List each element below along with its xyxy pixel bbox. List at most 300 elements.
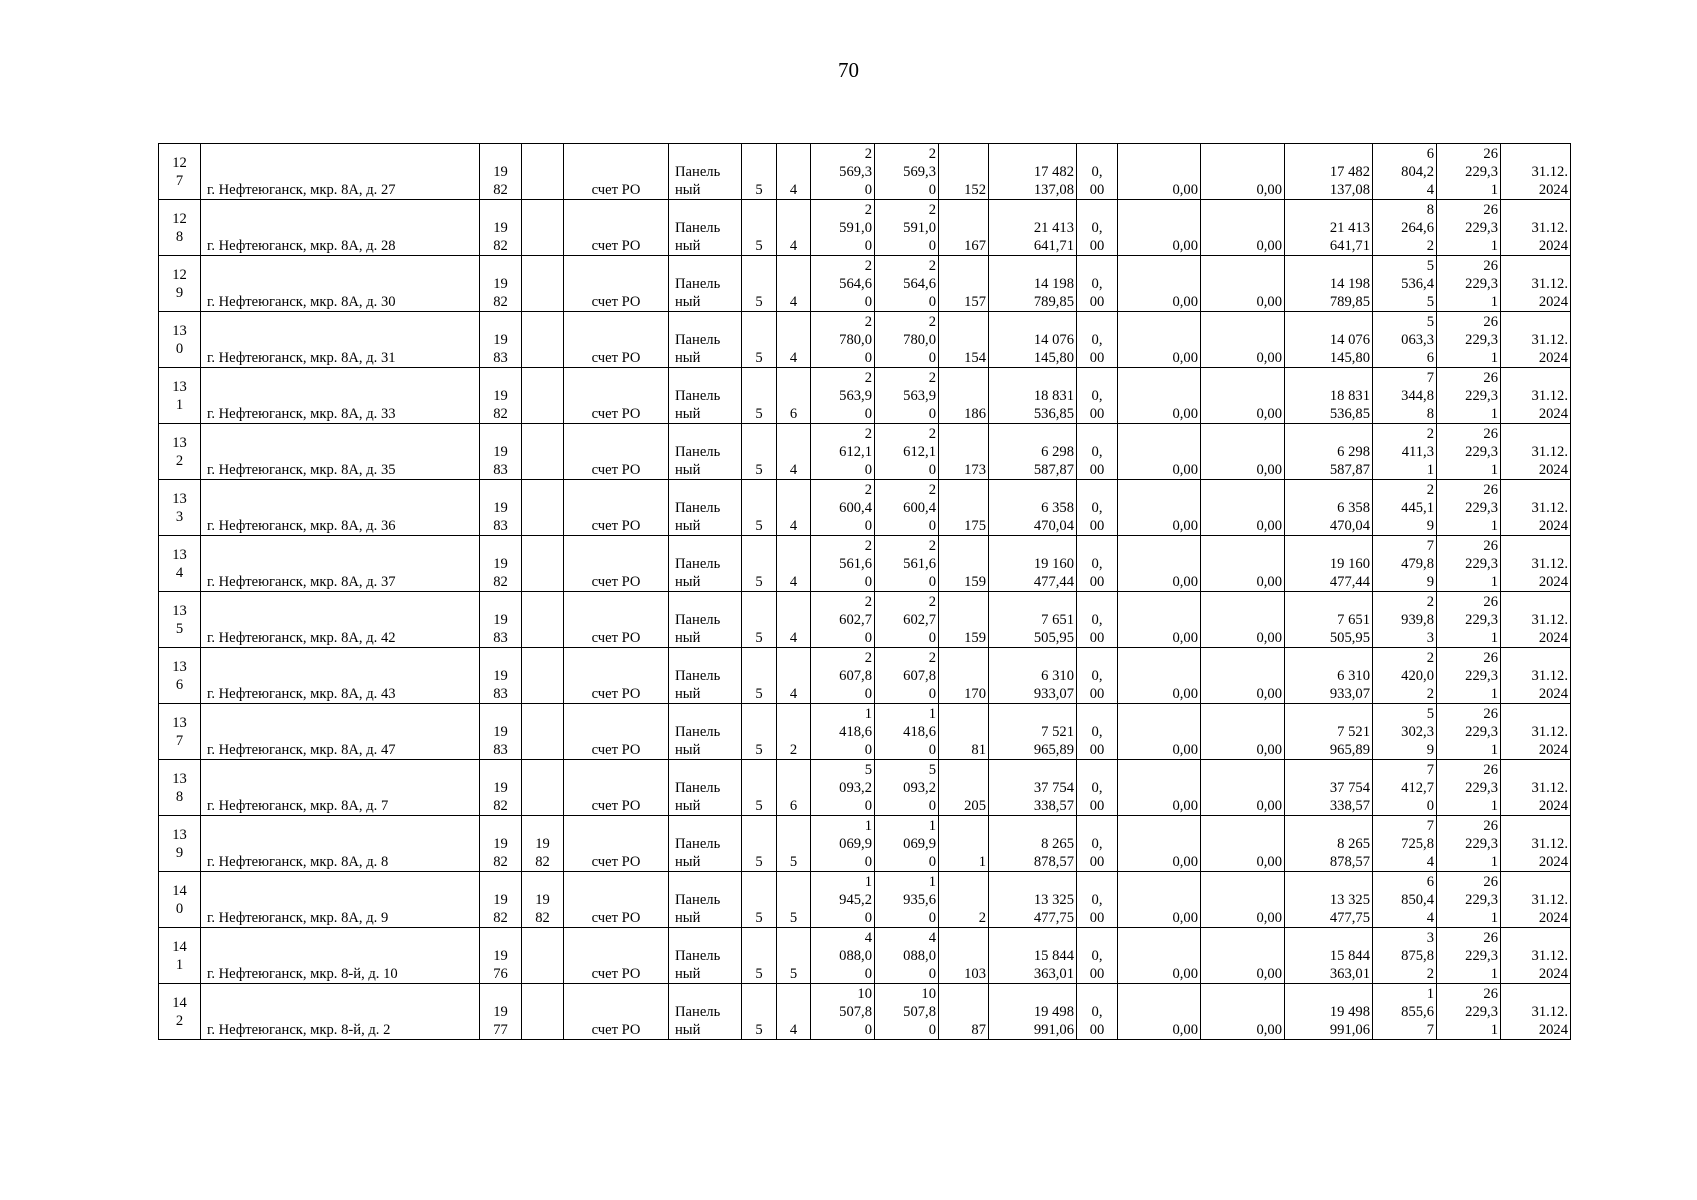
cost-total-cell-line: 6 358 bbox=[1041, 500, 1074, 516]
fund-federal-cell-line: 00 bbox=[1089, 294, 1105, 310]
cost-per-sqm-cell-line: 875,8 bbox=[1401, 948, 1434, 964]
row-number bbox=[159, 648, 201, 704]
deadline-cell-line: 2024 bbox=[1538, 518, 1568, 534]
cost-total-cell bbox=[989, 984, 1077, 1040]
floors-cell-text: 5 bbox=[755, 742, 763, 758]
area-living-cell-line: 0 bbox=[928, 630, 936, 646]
row-number bbox=[159, 592, 201, 648]
cost-per-sqm-cell-line: 2 bbox=[1426, 686, 1434, 702]
fund-owners-cell-line: 789,85 bbox=[1329, 294, 1370, 310]
floors-cell bbox=[742, 144, 777, 200]
account-cell bbox=[564, 760, 669, 816]
cost-per-sqm-cell-line: 855,6 bbox=[1401, 1004, 1434, 1020]
area-living-cell bbox=[875, 200, 939, 256]
fund-federal-cell-line: 00 bbox=[1089, 630, 1105, 646]
fund-owners-cell-line: 505,95 bbox=[1329, 630, 1370, 646]
area-living-cell-line: 0 bbox=[928, 854, 936, 870]
deadline-cell-line: 2024 bbox=[1538, 350, 1568, 366]
fund-regional-cell bbox=[1118, 480, 1201, 536]
deadline-cell-line: 2024 bbox=[1538, 966, 1568, 982]
row-number-line: 0 bbox=[175, 340, 184, 357]
area-total-cell-line: 0 bbox=[864, 238, 872, 254]
cost-total-cell bbox=[989, 872, 1077, 928]
entrances-cell-text: 4 bbox=[789, 238, 798, 254]
area-living-cell bbox=[875, 648, 939, 704]
limit-per-sqm-cell-line: 26 bbox=[1483, 146, 1498, 162]
area-total-cell bbox=[811, 648, 875, 704]
wall-material-cell bbox=[669, 928, 742, 984]
fund-owners-cell bbox=[1285, 928, 1373, 984]
cost-total-cell-line: 6 298 bbox=[1041, 444, 1074, 460]
fund-federal-cell bbox=[1077, 480, 1118, 536]
area-living-cell bbox=[875, 928, 939, 984]
cost-per-sqm-cell-line: 4 bbox=[1426, 910, 1434, 926]
fund-local-cell bbox=[1201, 312, 1285, 368]
fund-federal-cell-line: 0, bbox=[1091, 724, 1103, 740]
row-number bbox=[159, 256, 201, 312]
limit-per-sqm-cell-line: 26 bbox=[1483, 482, 1498, 498]
deadline-cell-line: 2024 bbox=[1538, 798, 1568, 814]
cost-per-sqm-cell-line: 344,8 bbox=[1401, 388, 1434, 404]
address-cell-text: г. Нефтеюганск, мкр. 8А, д. 33 bbox=[207, 406, 396, 422]
fund-local-cell bbox=[1201, 200, 1285, 256]
limit-per-sqm-cell-line: 229,3 bbox=[1465, 500, 1498, 516]
floors-cell-text: 5 bbox=[755, 798, 763, 814]
area-total-cell-line: 602,7 bbox=[839, 612, 872, 628]
fund-federal-cell-line: 0, bbox=[1091, 1004, 1103, 1020]
address-cell-text: г. Нефтеюганск, мкр. 8А, д. 37 bbox=[207, 574, 396, 590]
area-living-cell bbox=[875, 592, 939, 648]
year-built-cell-line: 19 bbox=[493, 780, 508, 796]
year-built-cell-line: 82 bbox=[493, 406, 508, 422]
row-number bbox=[159, 984, 201, 1040]
area-living-cell-line: 602,7 bbox=[903, 612, 936, 628]
residents-cell bbox=[939, 928, 989, 984]
fund-local-cell bbox=[1201, 480, 1285, 536]
account-cell bbox=[564, 536, 669, 592]
area-living-cell bbox=[875, 760, 939, 816]
wall-material-cell-line: Панель bbox=[675, 444, 721, 460]
fund-federal-cell bbox=[1077, 368, 1118, 424]
area-total-cell bbox=[811, 984, 875, 1040]
limit-per-sqm-cell bbox=[1437, 984, 1501, 1040]
limit-per-sqm-cell-line: 26 bbox=[1483, 986, 1498, 1002]
area-total-cell-line: 600,4 bbox=[839, 500, 872, 516]
fund-owners-cell-line: 7 651 bbox=[1337, 612, 1370, 628]
year-reconstruction-cell bbox=[522, 648, 564, 704]
fund-federal-cell bbox=[1077, 256, 1118, 312]
table-row bbox=[159, 592, 1571, 648]
address-cell-text: г. Нефтеюганск, мкр. 8А, д. 36 bbox=[207, 518, 396, 534]
area-total-cell-line: 2 bbox=[864, 258, 872, 274]
fund-federal-cell-line: 00 bbox=[1089, 742, 1105, 758]
area-total-cell bbox=[811, 144, 875, 200]
fund-local-cell-text: 0,00 bbox=[1256, 966, 1282, 982]
address-cell bbox=[201, 592, 480, 648]
entrances-cell bbox=[777, 984, 811, 1040]
area-total-cell-line: 0 bbox=[864, 966, 872, 982]
year-built-cell-line: 19 bbox=[493, 276, 508, 292]
deadline-cell-line: 2024 bbox=[1538, 462, 1568, 478]
entrances-cell-text: 6 bbox=[789, 406, 798, 422]
row-number-line: 13 bbox=[172, 490, 187, 507]
address-cell bbox=[201, 312, 480, 368]
area-living-cell-line: 0 bbox=[928, 966, 936, 982]
deadline-cell bbox=[1501, 424, 1571, 480]
wall-material-cell-line: ный bbox=[675, 966, 701, 982]
deadline-cell-line: 31.12. bbox=[1531, 724, 1568, 740]
area-living-cell-line: 0 bbox=[928, 686, 936, 702]
deadline-cell-line: 31.12. bbox=[1531, 836, 1568, 852]
area-total-cell-line: 0 bbox=[864, 574, 872, 590]
residents-cell-text: 152 bbox=[964, 182, 986, 198]
area-living-cell-line: 0 bbox=[928, 742, 936, 758]
year-reconstruction-cell bbox=[522, 704, 564, 760]
wall-material-cell bbox=[669, 816, 742, 872]
area-total-cell bbox=[811, 312, 875, 368]
deadline-cell-line: 2024 bbox=[1538, 238, 1568, 254]
limit-per-sqm-cell-line: 229,3 bbox=[1465, 164, 1498, 180]
limit-per-sqm-cell-line: 1 bbox=[1490, 686, 1498, 702]
cost-total-cell-line: 14 198 bbox=[1033, 276, 1074, 292]
deadline-cell bbox=[1501, 816, 1571, 872]
year-built-cell bbox=[480, 200, 522, 256]
cost-total-cell-line: 7 651 bbox=[1041, 612, 1074, 628]
fund-owners-cell bbox=[1285, 592, 1373, 648]
entrances-cell bbox=[777, 928, 811, 984]
area-living-cell bbox=[875, 536, 939, 592]
cost-per-sqm-cell bbox=[1373, 480, 1437, 536]
area-total-cell bbox=[811, 592, 875, 648]
account-cell-text: счет РО bbox=[591, 966, 641, 982]
year-built-cell bbox=[480, 144, 522, 200]
page-number: 70 bbox=[838, 58, 859, 82]
cost-total-cell-line: 536,85 bbox=[1033, 406, 1074, 422]
fund-owners-cell-line: 145,80 bbox=[1329, 350, 1370, 366]
limit-per-sqm-cell bbox=[1437, 592, 1501, 648]
cost-per-sqm-cell-line: 804,2 bbox=[1401, 164, 1434, 180]
fund-owners-cell-line: 19 160 bbox=[1329, 556, 1370, 572]
fund-owners-cell bbox=[1285, 984, 1373, 1040]
fund-local-cell bbox=[1201, 424, 1285, 480]
area-total-cell-line: 507,8 bbox=[839, 1004, 872, 1020]
entrances-cell-text: 5 bbox=[789, 854, 798, 870]
fund-owners-cell bbox=[1285, 536, 1373, 592]
area-living-cell-line: 780,0 bbox=[903, 332, 936, 348]
area-living-cell-line: 569,3 bbox=[903, 164, 936, 180]
floors-cell bbox=[742, 704, 777, 760]
row-number-line: 7 bbox=[175, 732, 184, 749]
year-built-cell bbox=[480, 256, 522, 312]
row-number bbox=[159, 312, 201, 368]
area-living-cell-line: 0 bbox=[928, 294, 936, 310]
area-total-cell bbox=[811, 200, 875, 256]
cost-per-sqm-cell bbox=[1373, 592, 1437, 648]
fund-regional-cell-text: 0,00 bbox=[1172, 686, 1198, 702]
area-total-cell bbox=[811, 928, 875, 984]
fund-federal-cell-line: 00 bbox=[1089, 910, 1105, 926]
year-built-cell-line: 19 bbox=[493, 1004, 508, 1020]
table-row bbox=[159, 144, 1571, 200]
year-built-cell bbox=[480, 480, 522, 536]
fund-owners-cell bbox=[1285, 872, 1373, 928]
fund-federal-cell-line: 0, bbox=[1091, 220, 1103, 236]
area-living-cell-line: 2 bbox=[928, 594, 936, 610]
wall-material-cell-line: Панель bbox=[675, 500, 721, 516]
account-cell-text: счет РО bbox=[591, 518, 641, 534]
cost-total-cell bbox=[989, 648, 1077, 704]
fund-local-cell bbox=[1201, 928, 1285, 984]
floors-cell bbox=[742, 368, 777, 424]
floors-cell-text: 5 bbox=[755, 854, 763, 870]
fund-federal-cell-line: 00 bbox=[1089, 1022, 1105, 1038]
area-living-cell-line: 935,6 bbox=[903, 892, 936, 908]
fund-regional-cell-text: 0,00 bbox=[1172, 518, 1198, 534]
area-living-cell bbox=[875, 816, 939, 872]
residents-cell bbox=[939, 760, 989, 816]
area-total-cell-line: 0 bbox=[864, 182, 872, 198]
deadline-cell-line: 2024 bbox=[1538, 1022, 1568, 1038]
wall-material-cell-line: Панель bbox=[675, 892, 721, 908]
limit-per-sqm-cell bbox=[1437, 256, 1501, 312]
year-built-cell bbox=[480, 760, 522, 816]
deadline-cell-line: 31.12. bbox=[1531, 612, 1568, 628]
limit-per-sqm-cell-line: 1 bbox=[1490, 182, 1498, 198]
floors-cell bbox=[742, 312, 777, 368]
address-cell-text: г. Нефтеюганск, мкр. 8-й, д. 10 bbox=[207, 966, 398, 982]
year-reconstruction-cell-line: 19 bbox=[535, 892, 550, 908]
limit-per-sqm-cell-line: 229,3 bbox=[1465, 556, 1498, 572]
fund-local-cell bbox=[1201, 704, 1285, 760]
row-number-line: 1 bbox=[175, 396, 184, 413]
wall-material-cell-line: ный bbox=[675, 1022, 701, 1038]
cost-per-sqm-cell-line: 0 bbox=[1426, 798, 1434, 814]
table-row bbox=[159, 368, 1571, 424]
limit-per-sqm-cell bbox=[1437, 312, 1501, 368]
fund-owners-cell bbox=[1285, 256, 1373, 312]
fund-local-cell bbox=[1201, 368, 1285, 424]
area-total-cell-line: 0 bbox=[864, 406, 872, 422]
fund-local-cell bbox=[1201, 536, 1285, 592]
fund-owners-cell-line: 6 310 bbox=[1337, 668, 1370, 684]
wall-material-cell-line: ный bbox=[675, 910, 701, 926]
limit-per-sqm-cell bbox=[1437, 480, 1501, 536]
fund-federal-cell bbox=[1077, 872, 1118, 928]
cost-total-cell-line: 19 498 bbox=[1033, 1004, 1074, 1020]
wall-material-cell-line: ный bbox=[675, 238, 701, 254]
row-number-line: 14 bbox=[172, 938, 187, 955]
floors-cell bbox=[742, 984, 777, 1040]
year-built-cell-line: 19 bbox=[493, 892, 508, 908]
fund-regional-cell-text: 0,00 bbox=[1172, 854, 1198, 870]
account-cell-text: счет РО bbox=[591, 1022, 641, 1038]
area-total-cell-line: 2 bbox=[864, 594, 872, 610]
area-living-cell bbox=[875, 704, 939, 760]
cost-total-cell bbox=[989, 312, 1077, 368]
wall-material-cell bbox=[669, 312, 742, 368]
area-total-cell-line: 0 bbox=[864, 294, 872, 310]
fund-owners-cell-line: 933,07 bbox=[1329, 686, 1370, 702]
area-total-cell-line: 0 bbox=[864, 462, 872, 478]
row-number-line: 12 bbox=[172, 266, 187, 283]
entrances-cell bbox=[777, 368, 811, 424]
area-total-cell-line: 1 bbox=[864, 874, 872, 890]
fund-local-cell bbox=[1201, 648, 1285, 704]
residents-cell-text: 175 bbox=[964, 518, 986, 534]
account-cell-text: счет РО bbox=[591, 910, 641, 926]
area-total-cell-line: 612,1 bbox=[839, 444, 872, 460]
cost-per-sqm-cell-line: 4 bbox=[1426, 854, 1434, 870]
area-living-cell bbox=[875, 480, 939, 536]
area-living-cell-line: 1 bbox=[928, 874, 936, 890]
cost-per-sqm-cell-line: 6 bbox=[1426, 874, 1434, 890]
area-total-cell-line: 093,2 bbox=[839, 780, 872, 796]
cost-total-cell-line: 137,08 bbox=[1033, 182, 1074, 198]
area-living-cell-line: 069,9 bbox=[903, 836, 936, 852]
area-living-cell bbox=[875, 368, 939, 424]
cost-per-sqm-cell-line: 2 bbox=[1426, 650, 1434, 666]
deadline-cell-line: 2024 bbox=[1538, 910, 1568, 926]
wall-material-cell-line: ный bbox=[675, 742, 701, 758]
area-total-cell-line: 0 bbox=[864, 518, 872, 534]
year-reconstruction-cell bbox=[522, 368, 564, 424]
floors-cell-text: 5 bbox=[755, 630, 763, 646]
year-built-cell bbox=[480, 872, 522, 928]
limit-per-sqm-cell bbox=[1437, 704, 1501, 760]
area-living-cell bbox=[875, 312, 939, 368]
limit-per-sqm-cell-line: 1 bbox=[1490, 518, 1498, 534]
cost-per-sqm-cell bbox=[1373, 984, 1437, 1040]
row-number bbox=[159, 480, 201, 536]
fund-local-cell bbox=[1201, 760, 1285, 816]
fund-owners-cell-line: 363,01 bbox=[1329, 966, 1370, 982]
area-total-cell-line: 069,9 bbox=[839, 836, 872, 852]
address-cell-text: г. Нефтеюганск, мкр. 8А, д. 9 bbox=[207, 910, 389, 926]
deadline-cell-line: 2024 bbox=[1538, 574, 1568, 590]
limit-per-sqm-cell-line: 26 bbox=[1483, 818, 1498, 834]
cost-total-cell-line: 878,57 bbox=[1033, 854, 1074, 870]
address-cell bbox=[201, 480, 480, 536]
residents-cell bbox=[939, 144, 989, 200]
area-living-cell-line: 2 bbox=[928, 426, 936, 442]
area-total-cell-line: 561,6 bbox=[839, 556, 872, 572]
area-living-cell bbox=[875, 872, 939, 928]
cost-per-sqm-cell-line: 7 bbox=[1426, 538, 1434, 554]
residents-cell bbox=[939, 424, 989, 480]
cost-per-sqm-cell bbox=[1373, 872, 1437, 928]
year-reconstruction-cell bbox=[522, 928, 564, 984]
limit-per-sqm-cell-line: 26 bbox=[1483, 930, 1498, 946]
entrances-cell bbox=[777, 872, 811, 928]
row-number-line: 9 bbox=[175, 284, 184, 301]
limit-per-sqm-cell-line: 26 bbox=[1483, 370, 1498, 386]
fund-owners-cell-line: 14 198 bbox=[1329, 276, 1370, 292]
cost-total-cell-line: 145,80 bbox=[1033, 350, 1074, 366]
fund-regional-cell-text: 0,00 bbox=[1172, 1022, 1198, 1038]
residents-cell bbox=[939, 312, 989, 368]
residents-cell-text: 2 bbox=[978, 910, 986, 926]
year-built-cell-line: 19 bbox=[493, 556, 508, 572]
area-living-cell-line: 2 bbox=[928, 482, 936, 498]
area-total-cell-line: 0 bbox=[864, 798, 872, 814]
cost-total-cell-line: 477,44 bbox=[1033, 574, 1074, 590]
fund-regional-cell bbox=[1118, 536, 1201, 592]
fund-local-cell-text: 0,00 bbox=[1256, 574, 1282, 590]
fund-owners-cell-line: 7 521 bbox=[1337, 724, 1370, 740]
fund-regional-cell-text: 0,00 bbox=[1172, 406, 1198, 422]
wall-material-cell-line: Панель bbox=[675, 276, 721, 292]
floors-cell-text: 5 bbox=[755, 182, 763, 198]
row-number-line: 2 bbox=[175, 452, 184, 469]
cost-total-cell-line: 789,85 bbox=[1033, 294, 1074, 310]
address-cell-text: г. Нефтеюганск, мкр. 8А, д. 35 bbox=[207, 462, 396, 478]
year-built-cell-line: 19 bbox=[493, 612, 508, 628]
cost-per-sqm-cell bbox=[1373, 816, 1437, 872]
row-number bbox=[159, 200, 201, 256]
cost-per-sqm-cell-line: 725,8 bbox=[1401, 836, 1434, 852]
year-reconstruction-cell bbox=[522, 872, 564, 928]
account-cell-text: счет РО bbox=[591, 798, 641, 814]
row-number-line: 13 bbox=[172, 546, 187, 563]
table-row bbox=[159, 480, 1571, 536]
limit-per-sqm-cell bbox=[1437, 816, 1501, 872]
floors-cell bbox=[742, 592, 777, 648]
cost-per-sqm-cell-line: 8 bbox=[1426, 406, 1434, 422]
floors-cell-text: 5 bbox=[755, 910, 763, 926]
entrances-cell bbox=[777, 256, 811, 312]
residents-cell bbox=[939, 984, 989, 1040]
row-number bbox=[159, 368, 201, 424]
residents-cell-text: 170 bbox=[964, 686, 986, 702]
cost-total-cell bbox=[989, 760, 1077, 816]
row-number bbox=[159, 872, 201, 928]
fund-regional-cell bbox=[1118, 984, 1201, 1040]
area-living-cell-line: 4 bbox=[928, 930, 936, 946]
account-cell bbox=[564, 872, 669, 928]
row-number-line: 5 bbox=[175, 620, 184, 637]
year-built-cell bbox=[480, 928, 522, 984]
cost-per-sqm-cell-line: 4 bbox=[1426, 182, 1434, 198]
fund-federal-cell-line: 0, bbox=[1091, 388, 1103, 404]
row-number bbox=[159, 704, 201, 760]
area-total-cell-line: 607,8 bbox=[839, 668, 872, 684]
cost-per-sqm-cell-line: 5 bbox=[1426, 294, 1434, 310]
fund-regional-cell-text: 0,00 bbox=[1172, 182, 1198, 198]
address-cell-text: г. Нефтеюганск, мкр. 8А, д. 8 bbox=[207, 854, 389, 870]
wall-material-cell-line: ный bbox=[675, 574, 701, 590]
table-row bbox=[159, 312, 1571, 368]
area-living-cell-line: 2 bbox=[928, 146, 936, 162]
fund-owners-cell bbox=[1285, 704, 1373, 760]
year-built-cell bbox=[480, 816, 522, 872]
limit-per-sqm-cell-line: 229,3 bbox=[1465, 220, 1498, 236]
address-cell-text: г. Нефтеюганск, мкр. 8А, д. 7 bbox=[207, 798, 389, 814]
address-cell bbox=[201, 704, 480, 760]
wall-material-cell bbox=[669, 704, 742, 760]
fund-federal-cell-line: 00 bbox=[1089, 518, 1105, 534]
limit-per-sqm-cell-line: 26 bbox=[1483, 874, 1498, 890]
wall-material-cell bbox=[669, 592, 742, 648]
fund-federal-cell-line: 0, bbox=[1091, 332, 1103, 348]
area-living-cell-line: 1 bbox=[928, 818, 936, 834]
entrances-cell-text: 4 bbox=[789, 518, 798, 534]
area-total-cell-line: 2 bbox=[864, 538, 872, 554]
year-built-cell-line: 19 bbox=[493, 836, 508, 852]
limit-per-sqm-cell-line: 229,3 bbox=[1465, 724, 1498, 740]
area-total-cell-line: 4 bbox=[864, 930, 872, 946]
cost-per-sqm-cell-line: 939,8 bbox=[1401, 612, 1434, 628]
cost-per-sqm-cell-line: 2 bbox=[1426, 594, 1434, 610]
